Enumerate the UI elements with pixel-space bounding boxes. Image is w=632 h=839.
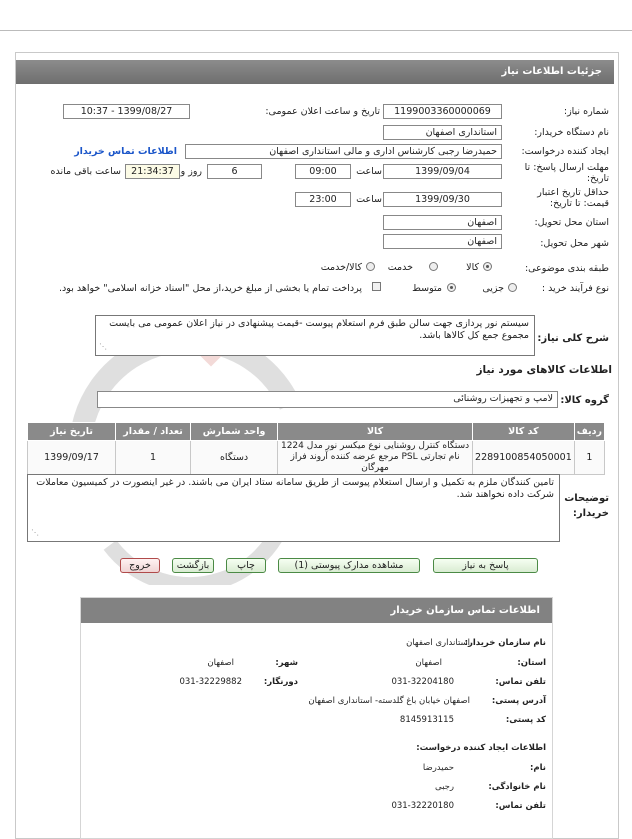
family-label: نام خانوادگی: [488, 782, 546, 792]
deadline-time-field: 09:00 [295, 164, 351, 179]
need-number-field: 1199003360000069 [383, 104, 502, 119]
item-qty: 1 [116, 441, 191, 475]
days-field: 6 [207, 164, 262, 179]
remaining-label: ساعت باقی مانده [50, 166, 121, 177]
summary-text: سیستم نور پردازی جهت سالن طبق فرم استعلام پیوست -قیمت پیشنهادی در نیاز اعلان عمومی می بایست مجموع جمع کل کالاها باشد. [109, 318, 529, 341]
attachments-button[interactable]: مشاهده مدارک پیوستی (1) [278, 558, 420, 573]
buyer-label: نام دستگاه خریدار: [534, 127, 609, 138]
row-number: 1 [574, 441, 604, 475]
phone-value: 031-32204180 [391, 677, 454, 687]
process-option-minor: جزیی [482, 283, 504, 294]
item-date: 1399/09/17 [28, 441, 116, 475]
process-label: نوع فرآیند خرید : [541, 283, 609, 294]
summary-label: شرح کلی نیاز: [537, 333, 609, 344]
province-value: اصفهان [415, 658, 442, 668]
col-unit: واحد شمارش [191, 423, 278, 441]
goods-group-field: لامپ و تجهیزات روشنائی [97, 391, 558, 408]
city-value: اصفهان [207, 658, 234, 668]
notes-textarea[interactable] [27, 474, 560, 542]
creator-label: ایجاد کننده درخواست: [521, 146, 609, 157]
province-label: استان محل تحویل: [534, 217, 609, 228]
validity-time-field: 23:00 [295, 192, 351, 207]
name-value: حمیدرضا [422, 763, 454, 773]
contact-card-header [81, 598, 552, 623]
goods-table-header [28, 423, 605, 441]
goods-section-title: اطلاعات کالاهای مورد نیاز [476, 364, 612, 376]
col-row: ردیف [574, 423, 604, 441]
process-option-medium: متوسط [412, 283, 442, 294]
panel-title: جزئیات اطلاعات نیاز [501, 66, 602, 77]
postal-label: کد پستی: [505, 715, 546, 725]
exit-button[interactable]: خروج [120, 558, 160, 573]
days-label: روز و [180, 166, 202, 177]
category-option-goods: کالا [466, 262, 479, 273]
resize-grip-icon: ⋰ [99, 342, 106, 351]
table-row [28, 441, 605, 475]
creator-phone-value: 031-32220180 [391, 801, 454, 811]
validity-date-field: 1399/09/30 [383, 192, 502, 207]
validity-time-label: ساعت [356, 194, 382, 205]
item-code: 2289100854050001 [473, 441, 575, 475]
process-radio-minor[interactable] [508, 283, 517, 292]
buyer-field: استانداری اصفهان [383, 125, 502, 140]
summary-textarea[interactable] [95, 315, 535, 356]
creator-section-label: اطلاعات ایجاد کننده درخواست: [416, 743, 546, 753]
postal-value: 8145913115 [399, 715, 454, 725]
buyer-contact-link[interactable]: اطلاعات تماس خریدار [74, 146, 177, 157]
announce-field: 1399/08/27 - 10:37 [63, 104, 190, 119]
city-field: اصفهان [383, 234, 502, 249]
creator-phone-label: تلفن تماس: [495, 801, 546, 811]
category-radio-service[interactable] [429, 262, 438, 271]
resize-grip-icon: ⋰ [31, 528, 38, 537]
need-number-label: شماره نیاز: [563, 106, 609, 117]
col-item: کالا [278, 423, 473, 441]
treasury-note: پرداخت تمام یا بخشی از مبلغ خرید،از محل "اسناد خزانه اسلامی" خواهد بود. [59, 283, 362, 294]
creator-field: حمیدرضا رجبی کارشناس اداری و مالی استانداری اصفهان [185, 144, 502, 159]
category-option-both: کالا/خدمت [320, 262, 362, 273]
top-divider [0, 30, 632, 31]
back-button[interactable]: بازگشت [172, 558, 214, 573]
address-value: اصفهان خیابان باغ گلدسته- استانداری اصفهان [308, 696, 470, 706]
deadline-date-field: 1399/09/04 [383, 164, 502, 179]
col-code: کد کالا [473, 423, 575, 441]
contact-card [80, 597, 553, 839]
address-label: آدرس پستی: [491, 696, 546, 706]
province-field: اصفهان [383, 215, 502, 230]
item-unit: دستگاه [191, 441, 278, 475]
validity-label: حداقل تاریخ اعتبار [537, 187, 609, 198]
name-label: نام: [529, 763, 546, 773]
contact-card-title: اطلاعات تماس سازمان خریدار [390, 605, 540, 616]
category-option-service: خدمت [387, 262, 413, 273]
treasury-checkbox[interactable] [372, 282, 381, 291]
notes-label: توضیحات [564, 493, 609, 504]
phone-label: تلفن تماس: [495, 677, 546, 687]
deadline-time-label: ساعت [356, 166, 382, 177]
process-radio-medium[interactable] [447, 283, 456, 292]
deadline-label: مهلت ارسال پاسخ: تا [524, 162, 609, 173]
reply-button[interactable]: پاسخ به نیاز [433, 558, 538, 573]
notes-label-2: خریدار: [572, 508, 609, 519]
col-qty: تعداد / مقدار [116, 423, 191, 441]
org-label: نام سازمان خریدار: [464, 638, 546, 648]
city-label: شهر محل تحویل: [540, 238, 609, 249]
category-label: طبقه بندی موضوعی: [524, 263, 609, 274]
deadline-label-2: تاریخ: [586, 173, 609, 184]
family-value: رجبی [434, 782, 454, 792]
print-button[interactable]: چاپ [226, 558, 266, 573]
goods-table [27, 422, 605, 475]
announce-label: تاریخ و ساعت اعلان عمومی: [265, 106, 380, 117]
notes-text: تامین کنندگان ملزم به تکمیل و ارسال استعلام پیوست از طریق سامانه ستاد ایران می باشند. در غیر اینصورت در کمیسیون معاملات شرکت داده نخواهند شد. [36, 477, 554, 500]
category-radio-both[interactable] [366, 262, 375, 271]
panel-header [16, 60, 614, 84]
validity-label-2: قیمت: تا تاریخ: [549, 198, 609, 209]
fax-value: 031-32229882 [179, 677, 242, 687]
org-value: استانداری اصفهان [406, 638, 470, 648]
col-date: تاریخ نیاز [28, 423, 116, 441]
fax-label: دورنگار: [263, 677, 298, 687]
category-radio-goods[interactable] [483, 262, 492, 271]
province-label: استان: [517, 658, 546, 668]
remaining-time-field: 21:34:37 [125, 164, 180, 179]
item-name: دستگاه کنترل روشنایی نوع میکسر نور مدل 1224 نام تجارتی PSL مرجع عرضه کننده آروند فراز مهرگان [278, 441, 473, 475]
goods-group-label: گروه کالا: [560, 395, 609, 406]
city-label: شهر: [275, 658, 298, 668]
